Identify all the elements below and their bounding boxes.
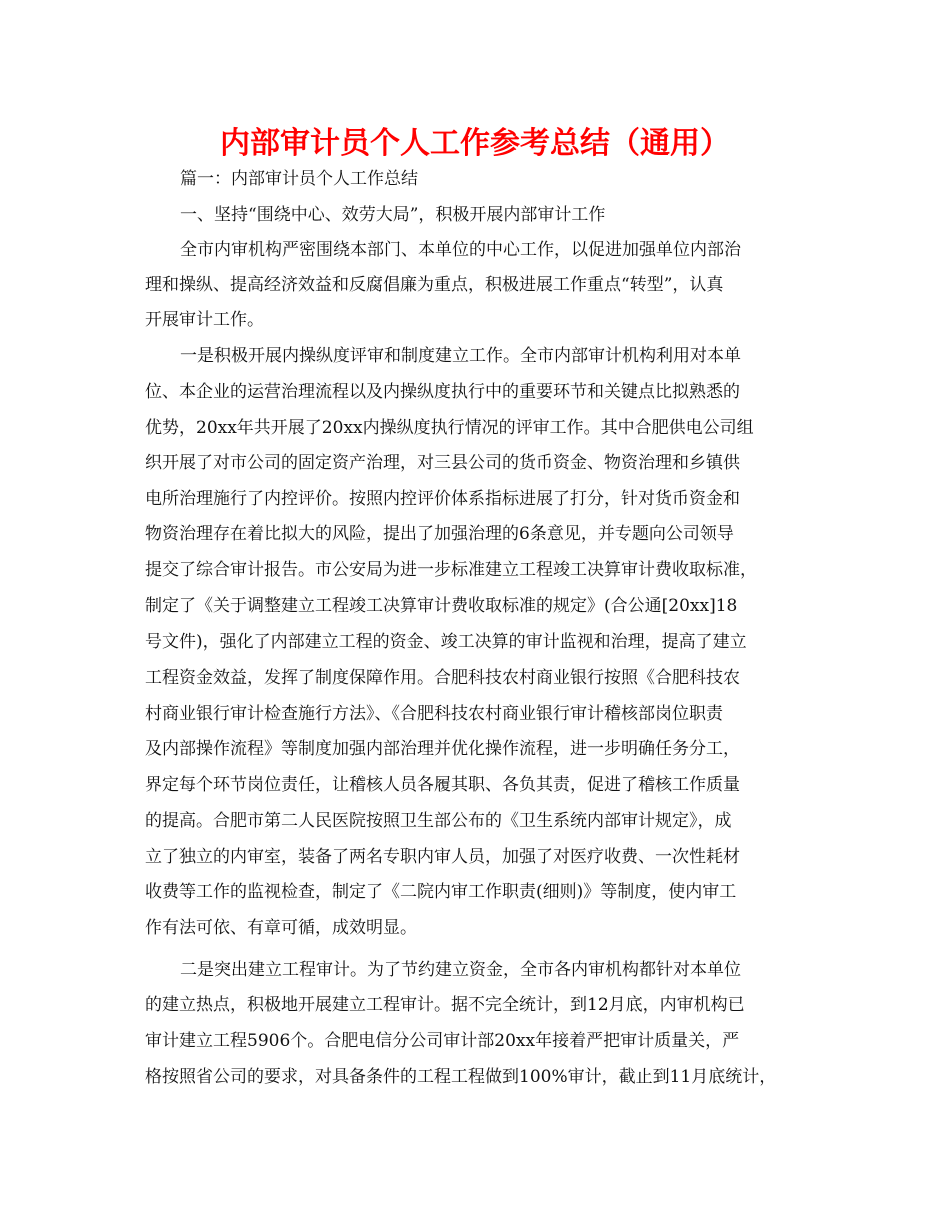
paragraph-line: 织开展了对市公司的固定资产治理，对三县公司的货币资金、物资治理和乡镇供 xyxy=(145,453,740,473)
paragraph-line: 二是突出建立工程审计。为了节约建立资金，全市各内审机构都针对本单位 xyxy=(180,960,741,980)
paragraph-line: 立了独立的内审室，装备了两名专职内审人员，加强了对医疗收费、一次性耗材 xyxy=(145,847,740,867)
paragraph-line: 电所治理施行了内控评价。按照内控评价体系指标进展了打分，针对货币资金和 xyxy=(145,489,740,509)
paragraph-line: 开展审计工作。 xyxy=(145,310,264,330)
paragraph-line: 一是积极开展内操纵度评审和制度建立工作。全市内部审计机构利用对本单 xyxy=(180,346,741,366)
paragraph-line: 理和操纵、提高经济效益和反腐倡廉为重点，积极进展工作重点“转型”，认真 xyxy=(145,275,724,295)
section-heading: 篇一：内部审计员个人工作总结 xyxy=(180,169,418,189)
paragraph-line: 优势，20xx年共开展了20xx内操纵度执行情况的评审工作。其中合肥供电公司组 xyxy=(145,418,754,438)
paragraph-line: 号文件)，强化了内部建立工程的资金、竣工决算的审计监视和治理，提高了建立 xyxy=(145,632,747,652)
paragraph-line: 工程资金效益，发挥了制度保障作用。合肥科技农村商业银行按照《合肥科技农 xyxy=(145,668,740,688)
paragraph-line: 的提高。合肥市第二人民医院按照卫生部公布的《卫生系统内部审计规定》，成 xyxy=(145,811,732,831)
section-subheading: 一、坚持“围绕中心、效劳大局”，积极开展内部审计工作 xyxy=(180,205,606,225)
paragraph-line: 制定了《关于调整建立工程竣工决算审计费收取标准的规定》(合公通[20xx]18 xyxy=(145,596,738,616)
paragraph-line: 的建立热点，积极地开展建立工程审计。据不完全统计，到12月底，内审机构已 xyxy=(145,995,745,1015)
paragraph-line: 村商业银行审计检查施行方法》、《合肥科技农村商业银行审计稽核部岗位职责 xyxy=(145,704,723,724)
paragraph-line: 审计建立工程5906个。合肥电信分公司审计部20xx年接着严把审计质量关，严 xyxy=(145,1031,740,1051)
paragraph-line: 提交了综合审计报告。市公安局为进一步标准建立工程竣工决算审计费收取标准， xyxy=(145,560,757,580)
paragraph-line: 作有法可依、有章可循，成效明显。 xyxy=(145,918,417,938)
document-title: 内部审计员个人工作参考总结（通用） xyxy=(220,126,730,161)
paragraph-line: 及内部操作流程》等制度加强内部治理并优化操作流程，进一步明确任务分工， xyxy=(145,739,740,759)
paragraph-line: 界定每个环节岗位责任，让稽核人员各履其职、各负其责，促进了稽核工作质量 xyxy=(145,775,740,795)
paragraph-line: 位、本企业的运营治理流程以及内操纵度执行中的重要环节和关键点比拟熟悉的 xyxy=(145,382,740,402)
paragraph-line: 收费等工作的监视检查，制定了《二院内审工作职责(细则)》等制度，使内审工 xyxy=(145,882,737,902)
paragraph-line: 格按照省公司的要求，对具备条件的工程工程做到100%审计，截止到11月底统计， xyxy=(145,1067,777,1087)
paragraph-line: 物资治理存在着比拟大的风险，提出了加强治理的6条意见，并专题向公司领导 xyxy=(145,524,734,544)
paragraph-line: 全市内审机构严密围绕本部门、本单位的中心工作，以促进加强单位内部治 xyxy=(180,240,741,260)
